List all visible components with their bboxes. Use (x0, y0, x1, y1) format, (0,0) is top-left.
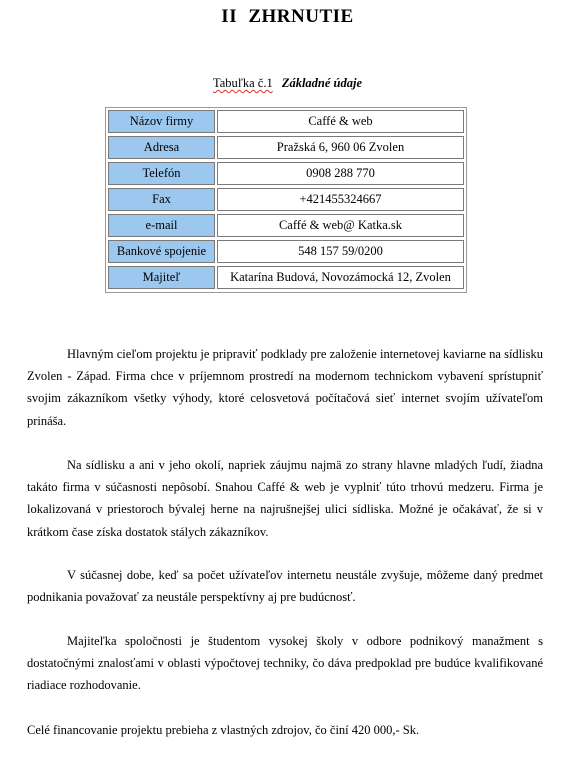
page-title: II ZHRNUTIE (221, 6, 354, 27)
table-label-cell: Majiteľ (108, 266, 215, 289)
table-value-cell: Caffé & web (217, 110, 464, 133)
body-paragraph: Na sídlisku a ani v jeho okolí, napriek záujmu najmä zo strany hlavne mladých ľudí, žiadna takáto firma v súčasnosti nepôsobí. Snahou Caffé & web je vyplniť túto trhovú medzeru. Firma je lokalizovaná v priestoroch bývalej herne na najrušnejšej ulici sídliska. Možné je očakávať, že si v krátkom čase získa dostatok stálych zákazníkov. (27, 458, 543, 539)
table-row (107, 239, 465, 265)
table-value-cell: 548 157 59/0200 (217, 240, 464, 263)
table-row (107, 265, 465, 291)
body-paragraph: Celé financovanie projektu prebieha z vlastných zdrojov, čo činí 420 000,- Sk. (27, 723, 420, 737)
table-row (107, 187, 465, 213)
body-paragraph: Hlavným cieľom projektu je pripraviť podklady pre založenie internetovej kaviarne na sídlisku Zvolen - Západ. Firma chce v príjemnom prostredí na modernom technickom vybavení sprístupniť svojim zákazníkom všetky výhody, ktoré celosvetová počítačová sieť internet svojím užívateľom prináša. (27, 347, 543, 428)
table-label-cell: Fax (108, 188, 215, 211)
body-paragraph: V súčasnej dobe, keď sa počet užívateľov internetu neustále zvyšuje, môžeme daný predmet podnikania považovať za neustále perspektívny aj pre budúcnosť. (27, 568, 543, 605)
table-label-cell: Názov firmy (108, 110, 215, 133)
table-value-cell: +421455324667 (217, 188, 464, 211)
table-row (107, 135, 465, 161)
table-caption-title: Základné údaje (281, 76, 363, 90)
table-caption-prefix: Tabuľka č.1 (212, 76, 273, 90)
table-label-cell: e-mail (108, 214, 215, 237)
table-label-cell: Bankové spojenie (108, 240, 215, 263)
body-paragraph: Majiteľka spoločnosti je študentom vysokej školy v odbore podnikový manažment s dostatočnými znalosťami v oblasti výpočtovej techniky, čo dáva predpoklad pre budúce kvalifikované riadiace rozhodovanie. (27, 634, 543, 693)
table-value-cell: Caffé & web@ Katka.sk (217, 214, 464, 237)
table-row (107, 161, 465, 187)
basic-info-table (105, 107, 467, 293)
table-row (107, 213, 465, 239)
table-caption (0, 76, 575, 91)
table-value-cell: Katarína Budová, Novozámocká 12, Zvolen (217, 266, 464, 289)
table-value-cell: 0908 288 770 (217, 162, 464, 185)
table-row (107, 109, 465, 135)
table-value-cell: Pražská 6, 960 06 Zvolen (217, 136, 464, 159)
table-label-cell: Telefón (108, 162, 215, 185)
table-label-cell: Adresa (108, 136, 215, 159)
